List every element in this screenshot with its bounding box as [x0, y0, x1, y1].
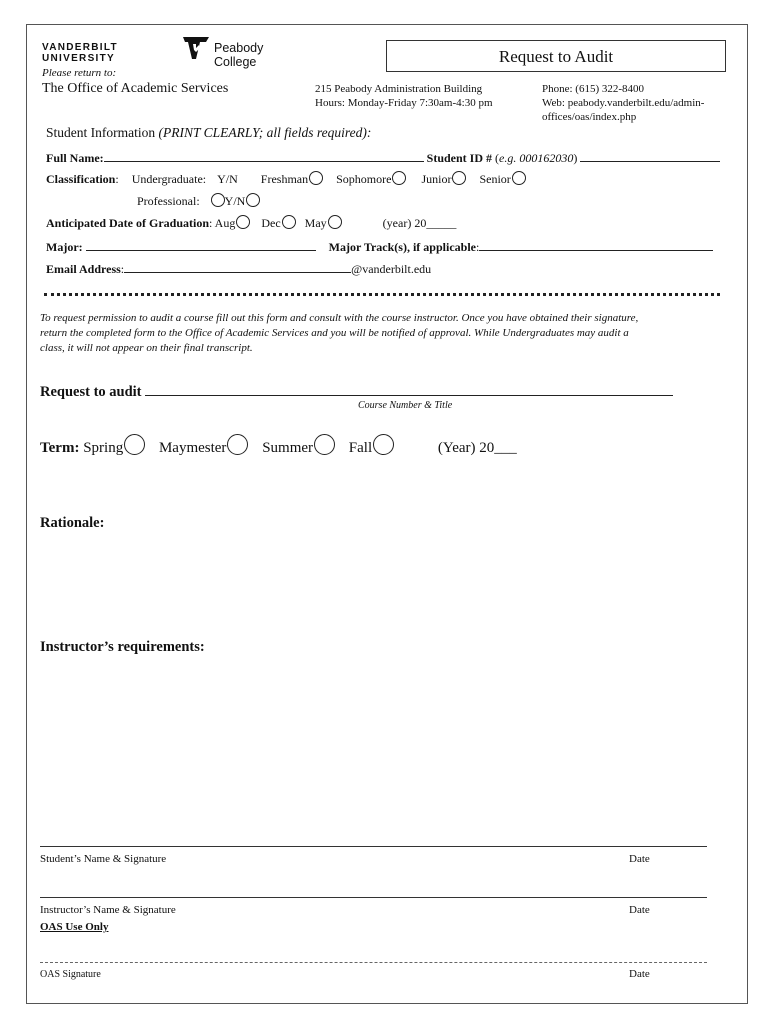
college-name: Peabody College: [214, 41, 264, 69]
sophomore-radio[interactable]: [392, 171, 406, 185]
oas-signature-label: OAS Signature: [40, 969, 101, 980]
oas-use-only-label: OAS Use Only: [40, 921, 109, 933]
university-wordmark: VANDERBILT UNIVERSITY: [42, 42, 118, 64]
term-row: Term: Spring Maymester Summer Fall (Year) 20___: [40, 434, 517, 457]
oas-date-label: Date: [629, 968, 650, 980]
instructions-line-3: class, it will not appear on their final transcript.: [40, 342, 253, 354]
instructor-date-label: Date: [629, 904, 650, 916]
instructor-signature-label: Instructor’s Name & Signature: [40, 904, 176, 916]
student-info-heading: Student Information (PRINT CLEARLY; all fields required):: [46, 125, 372, 140]
classification-row: Classification: Undergraduate: Y/N Freshman Sophomore Junior Senior: [46, 171, 526, 187]
may-radio[interactable]: [328, 215, 342, 229]
senior-radio[interactable]: [512, 171, 526, 185]
office-hours: Hours: Monday-Friday 7:30am-4:30 pm: [315, 97, 493, 109]
student-signature-label: Student’s Name & Signature: [40, 853, 167, 865]
return-prefix: Please return to:: [42, 67, 117, 79]
graduation-year-field[interactable]: (year) 20_____: [382, 216, 457, 230]
course-field[interactable]: [145, 381, 673, 396]
major-row: Major: Major Track(s), if applicable:: [46, 238, 713, 255]
graduation-row: Anticipated Date of Graduation: Aug Dec May (year) 20_____: [46, 216, 457, 230]
major-track-field[interactable]: [479, 238, 713, 251]
term-year-field[interactable]: (Year) 20___: [437, 440, 517, 456]
oas-signature-line[interactable]: [40, 962, 707, 963]
student-id-field[interactable]: [580, 149, 720, 162]
instructor-signature-line[interactable]: [40, 897, 707, 898]
student-signature-line[interactable]: [40, 846, 707, 847]
summer-radio[interactable]: [314, 434, 335, 455]
professional-row: Professional: Y/N: [137, 193, 260, 209]
professional-radio-2[interactable]: [246, 193, 260, 207]
rationale-label: Rationale:: [40, 515, 105, 531]
office-name: The Office of Academic Services: [42, 81, 229, 96]
email-field[interactable]: [124, 260, 351, 273]
full-name-row: Full Name: Student ID # (e.g. 000162030): [46, 149, 720, 166]
office-phone: Phone: (615) 322-8400: [542, 83, 645, 95]
freshman-radio[interactable]: [309, 171, 323, 185]
office-web-line2: offices/oas/index.php: [542, 111, 637, 123]
fall-radio[interactable]: [373, 434, 394, 455]
office-web-line1: Web: peabody.vanderbilt.edu/admin-: [542, 97, 705, 109]
course-caption: Course Number & Title: [358, 400, 453, 411]
major-field[interactable]: [86, 238, 316, 251]
request-to-audit-label: Request to audit: [40, 381, 673, 401]
junior-radio[interactable]: [452, 171, 466, 185]
aug-radio[interactable]: [236, 215, 250, 229]
form-title: Request to Audit: [386, 40, 726, 72]
spring-radio[interactable]: [124, 434, 145, 455]
email-row: Email Address: @vanderbilt.edu: [46, 262, 432, 276]
instructor-requirements-label: Instructor’s requirements:: [40, 639, 205, 655]
section-divider: [44, 293, 720, 300]
professional-radio[interactable]: [211, 193, 225, 207]
oak-leaf-v-icon: [182, 36, 210, 60]
instructions-line-2: return the completed form to the Office of Academic Services and you will be notified of approval. While Undergraduates may audit a: [40, 327, 629, 339]
full-name-field[interactable]: [104, 149, 424, 162]
office-address: 215 Peabody Administration Building: [315, 83, 483, 95]
student-date-label: Date: [629, 853, 650, 865]
maymester-radio[interactable]: [227, 434, 248, 455]
dec-radio[interactable]: [282, 215, 296, 229]
instructions-line-1: To request permission to audit a course fill out this form and consult with the course instructor. Once you have obtained their signature,: [40, 312, 639, 324]
